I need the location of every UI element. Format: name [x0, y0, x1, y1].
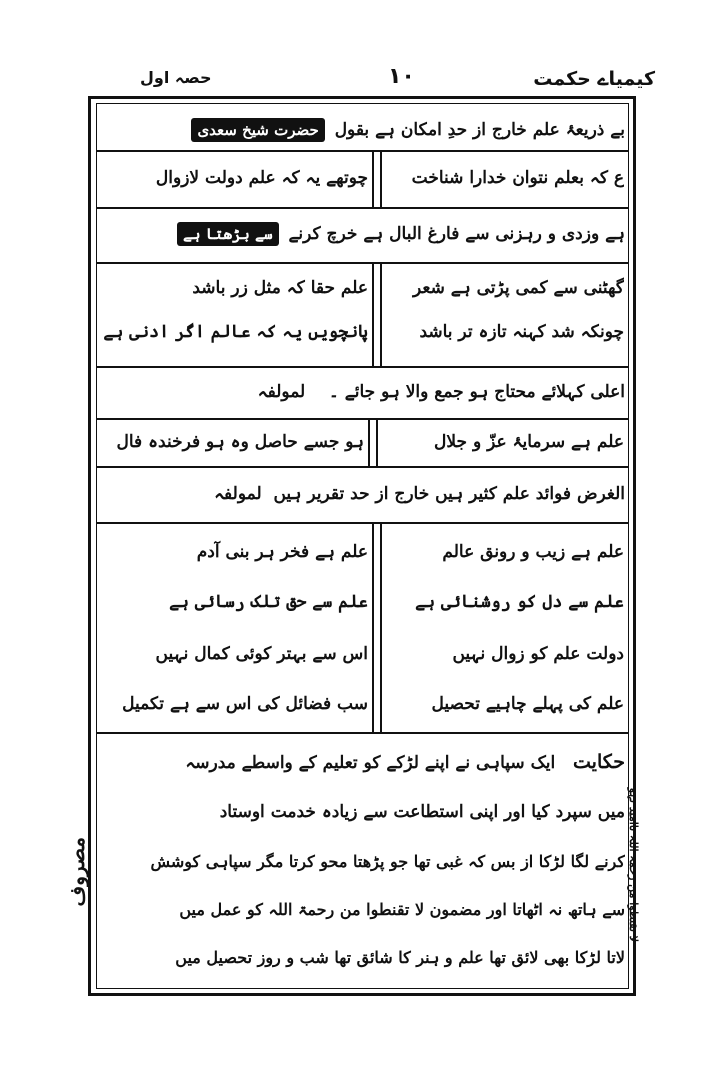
rule [96, 150, 629, 152]
column-divider [380, 150, 382, 207]
column-divider [368, 418, 370, 466]
text-line: علم حقا کہ مثل زر باشد [192, 278, 368, 298]
text-line: ہے وزدی و رہزنی سے فارغ البال ہے خرچ کرنے سے بڑھتا ہے [100, 222, 625, 246]
verse-line: علم سے دل کو روشنائی ہے [415, 592, 624, 612]
highlight-tag: حضرت شیخ سعدی [191, 118, 324, 142]
rule [96, 466, 629, 468]
story-line: لاتا لڑکا بھی لائق تھا علم و ہنر کا شائق تھا شب و روز تحصیل میں [175, 948, 625, 967]
verse-line: علم کی پہلے چاہیے تحصیل [431, 694, 624, 714]
verse-line: اس سے بہتر کوئی کمال نہیں [155, 644, 368, 664]
text-line: گھٹنی سے کمی پڑتی ہے شعر [412, 278, 624, 298]
verse-line: دولت علم کو زوال نہیں [452, 644, 624, 664]
text-line: الغرض فوائد علم کثیر ہیں خارج از حد تقریر ہیں لمولفہ [214, 484, 625, 504]
text-line: چونکہ شد کہنہ تازہ تر باشد [419, 322, 624, 342]
catchword: مصروف [65, 837, 89, 907]
text-line: ہو جسے حاصل وہ ہو فرخندہ فال [116, 432, 364, 452]
rule [96, 262, 629, 264]
rule [96, 418, 629, 420]
rule [96, 207, 629, 209]
text-line: اعلی کہلائے محتاج ہو جمع والا ہو جائے ۔ لمولفہ [257, 382, 625, 402]
column-divider [372, 522, 374, 732]
verse-line: علم سے حق تلک رسائی ہے [169, 592, 368, 612]
column-divider [380, 262, 382, 366]
story-line: حکایت ایک سپاہی نے اپنے لڑکے کو تعلیم کے واسطے مدرسہ [185, 751, 625, 773]
rule [96, 522, 629, 524]
author-label: لمولفہ [257, 382, 306, 402]
story-line: سے ہاتھ نہ اٹھاتا اور مضمون لا تقنطوا من رحمۃ اللہ کو عمل میں [179, 900, 625, 919]
verse-line: علم ہے زیب و رونق عالم [442, 542, 624, 562]
verse-line: سب فضائل کی اس سے ہے تکمیل [122, 694, 368, 714]
page-number: ۱۰ [388, 64, 415, 89]
story-line: میں سپرد کیا اور اپنی استطاعت سے زیادہ خدمت اوستاد [219, 802, 625, 822]
column-divider [376, 418, 378, 466]
text-line: پانچویں یہ کہ عالم اگر ادنی ہے [103, 322, 368, 342]
text-line: بے ذریعۂ علم خارج از حدِ امکان ہے بقول حضرت شیخ سعدی [100, 118, 625, 142]
part-label: حصہ اول [140, 68, 212, 87]
text-line: علم ہے سرمایۂ عزّ و جلال [434, 432, 624, 452]
highlight-tag: سے بڑھتا ہے [177, 222, 279, 246]
author-label: لمولفہ [214, 484, 262, 504]
running-title: کیمیاے حکمت [533, 68, 655, 90]
rule [96, 732, 629, 734]
verse-line: علم ہے فخر ہر بنی آدم [196, 542, 368, 562]
story-line: کرنے لگا لڑکا از بس کہ غبی تھا جو پڑھتا محو کرتا مگر سپاہی کوشش [150, 852, 625, 871]
text-line: ع کہ بعلم نتوان خدارا شناخت [411, 168, 624, 188]
margin-note: لا تقنطوا من رحمۃ اللہ ناامید نہو [627, 787, 640, 942]
rule [96, 366, 629, 368]
story-heading: حکایت [573, 751, 625, 773]
column-divider [372, 262, 374, 366]
column-divider [380, 522, 382, 732]
text-line: چوتھے یہ کہ علم دولت لازوال [155, 168, 368, 188]
column-divider [372, 150, 374, 207]
